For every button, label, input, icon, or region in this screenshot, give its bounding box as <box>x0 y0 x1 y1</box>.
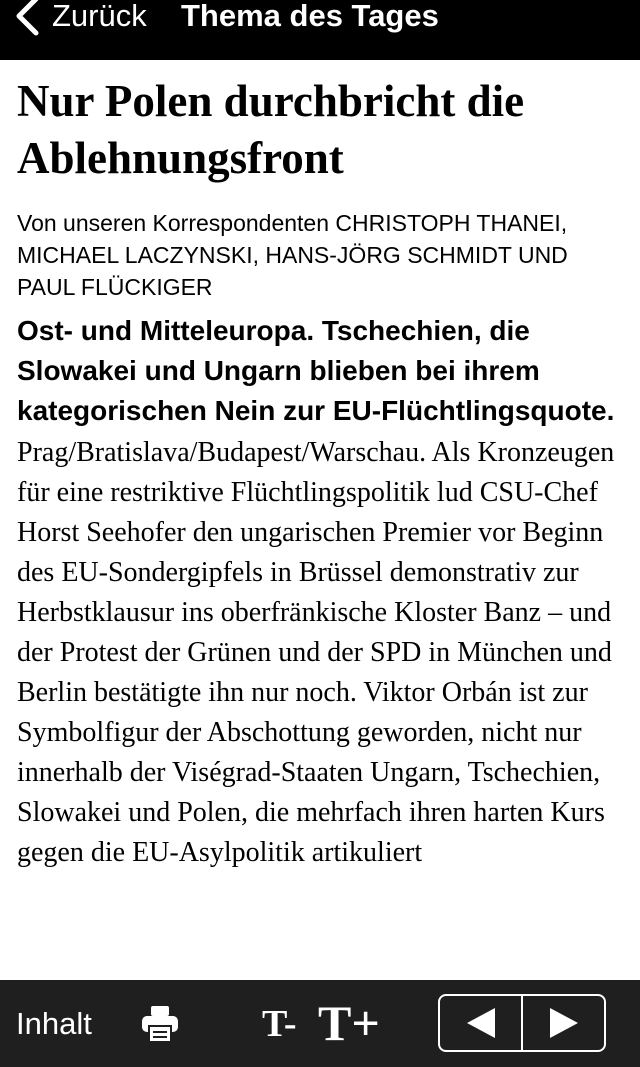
next-arrow-icon <box>548 1006 580 1040</box>
decrease-font-button[interactable]: T- <box>262 1003 297 1045</box>
article-headline: Nur Polen durchbricht die Ablehnungsfront <box>17 76 525 183</box>
previous-article-button[interactable] <box>440 996 521 1050</box>
article-body: Prag/Bratislava/Budapest/Warschau. Als Kronzeugen für eine restriktive Flüchtlingspolitik lud CSU-Chef Horst Seehofer den ungarischen Premier vor Beginn des EU-Sondergipfels in Brüssel demonstrativ zur Herbstklausur ins oberfränkische Kloster Banz – und der Protest der Grünen und der SPD in München und Berlin bestätigte ihn nur noch. Viktor Orbán ist zur Symbolfigur der Abschottung geworden, nicht nur innerhalb der Viségrad-Staaten Ungarn, Tschechien, Slowakei und Polen, die mehrfach ihren harten Kurs gegen die EU-Asylpolitik artikuliert <box>17 437 615 868</box>
bottom-toolbar <box>0 980 640 1067</box>
print-button[interactable] <box>140 1004 180 1044</box>
back-button[interactable] <box>14 0 147 38</box>
section-title: Thema des Tages <box>181 0 439 33</box>
table-of-contents-button[interactable]: Inhalt <box>16 1006 92 1041</box>
back-label: Zurück <box>52 0 147 33</box>
article-lead: Ost- und Mitteleuropa. Tschechien, die Slowakei und Ungarn blieben bei ihrem kategorischen Nein zur EU-Flüchtlingsquote. <box>17 315 615 426</box>
prev-arrow-icon <box>465 1006 497 1040</box>
next-article-button[interactable] <box>521 996 604 1050</box>
chevron-left-icon <box>14 0 40 36</box>
print-icon <box>140 1004 180 1044</box>
article-navigation <box>438 994 606 1052</box>
increase-font-button[interactable]: T+ <box>318 995 380 1051</box>
top-navigation-bar <box>0 0 640 60</box>
article-byline: Von unseren Korrespondenten CHRISTOPH THANEI, MICHAEL LACZYNSKI, HANS-JÖRG SCHMIDT UND PAUL FLÜCKIGER <box>17 210 568 300</box>
article-content[interactable] <box>17 60 627 980</box>
